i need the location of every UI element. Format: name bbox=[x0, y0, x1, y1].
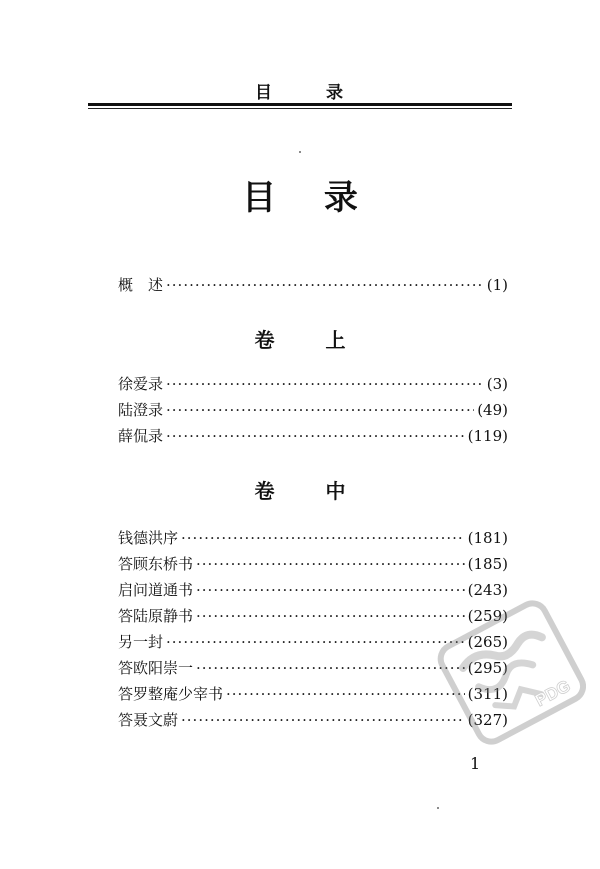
page-number: 1 bbox=[470, 754, 481, 773]
toc-entry-page: (295) bbox=[467, 659, 508, 677]
toc-leader-dots bbox=[166, 272, 484, 298]
toc-intro bbox=[118, 272, 508, 298]
header-rule-thick bbox=[88, 103, 512, 106]
running-head bbox=[0, 78, 600, 103]
toc-leader-dots bbox=[196, 603, 465, 629]
toc-leader-dots bbox=[166, 371, 484, 397]
toc-leader-dots bbox=[181, 525, 465, 551]
watermark-text: PDG bbox=[532, 676, 574, 711]
running-head-char: 目 bbox=[255, 83, 275, 103]
section-heading-char: 卷 bbox=[254, 328, 275, 352]
toc-entry-label: 答聂文蔚 bbox=[118, 711, 179, 729]
toc-entry-label: 答陆原静书 bbox=[118, 607, 194, 625]
toc-leader-dots bbox=[226, 681, 465, 707]
toc-entry-label: 启问道通书 bbox=[118, 581, 194, 599]
toc-entry-page: (311) bbox=[467, 685, 508, 703]
toc-leader-dots bbox=[196, 577, 465, 603]
running-head-char: 录 bbox=[325, 83, 345, 103]
toc-leader-dots bbox=[196, 551, 465, 577]
toc-entry[interactable] bbox=[118, 397, 508, 423]
toc-leader-dots bbox=[166, 397, 474, 423]
page-title-char: 目 bbox=[242, 178, 277, 218]
page-title-char: 录 bbox=[323, 178, 358, 218]
toc-entry-label: 答欧阳崇一 bbox=[118, 659, 194, 677]
toc-entry-label: 徐爱录 bbox=[118, 375, 164, 393]
toc-entry-label: 薛侃录 bbox=[118, 427, 164, 445]
header-rule-thin bbox=[88, 108, 512, 109]
toc-entry[interactable] bbox=[118, 525, 508, 551]
scan-speck bbox=[299, 151, 301, 153]
toc-leader-dots bbox=[181, 707, 465, 733]
toc-entry[interactable] bbox=[118, 423, 508, 449]
toc-entry-label: 答罗整庵少宰书 bbox=[118, 685, 224, 703]
toc-entry-page: (181) bbox=[467, 529, 508, 547]
pdg-watermark-stamp bbox=[436, 598, 586, 748]
toc-entry-page: (3) bbox=[486, 375, 508, 393]
toc-entry-label: 答顾东桥书 bbox=[118, 555, 194, 573]
toc-entry-label: 陆澄录 bbox=[118, 401, 164, 419]
toc-entry-page: (265) bbox=[467, 633, 508, 651]
page-title bbox=[0, 170, 600, 219]
toc-leader-dots bbox=[196, 655, 465, 681]
toc-entry-label: 钱德洪序 bbox=[118, 529, 179, 547]
toc-entry-page: (243) bbox=[467, 581, 508, 599]
section-heading-char: 中 bbox=[325, 479, 346, 503]
toc-list-juan-shang bbox=[118, 371, 508, 449]
section-heading-juan-shang bbox=[0, 324, 600, 353]
toc-leader-dots bbox=[166, 629, 465, 655]
toc-entry-page: (1) bbox=[486, 276, 508, 294]
section-heading-juan-zhong bbox=[0, 475, 600, 504]
scan-speck bbox=[437, 807, 439, 809]
toc-entry[interactable] bbox=[118, 551, 508, 577]
section-heading-char: 上 bbox=[325, 328, 346, 352]
toc-entry-page: (185) bbox=[467, 555, 508, 573]
toc-entry-page: (259) bbox=[467, 607, 508, 625]
toc-entry-page: (327) bbox=[467, 711, 508, 729]
toc-entry-label: 另一封 bbox=[118, 633, 164, 651]
toc-leader-dots bbox=[166, 423, 465, 449]
toc-entry[interactable] bbox=[118, 272, 508, 298]
toc-entry[interactable] bbox=[118, 371, 508, 397]
section-heading-char: 卷 bbox=[254, 479, 275, 503]
toc-entry-page: (119) bbox=[467, 427, 508, 445]
toc-entry-label: 概 述 bbox=[118, 276, 164, 294]
toc-entry-page: (49) bbox=[477, 401, 508, 419]
